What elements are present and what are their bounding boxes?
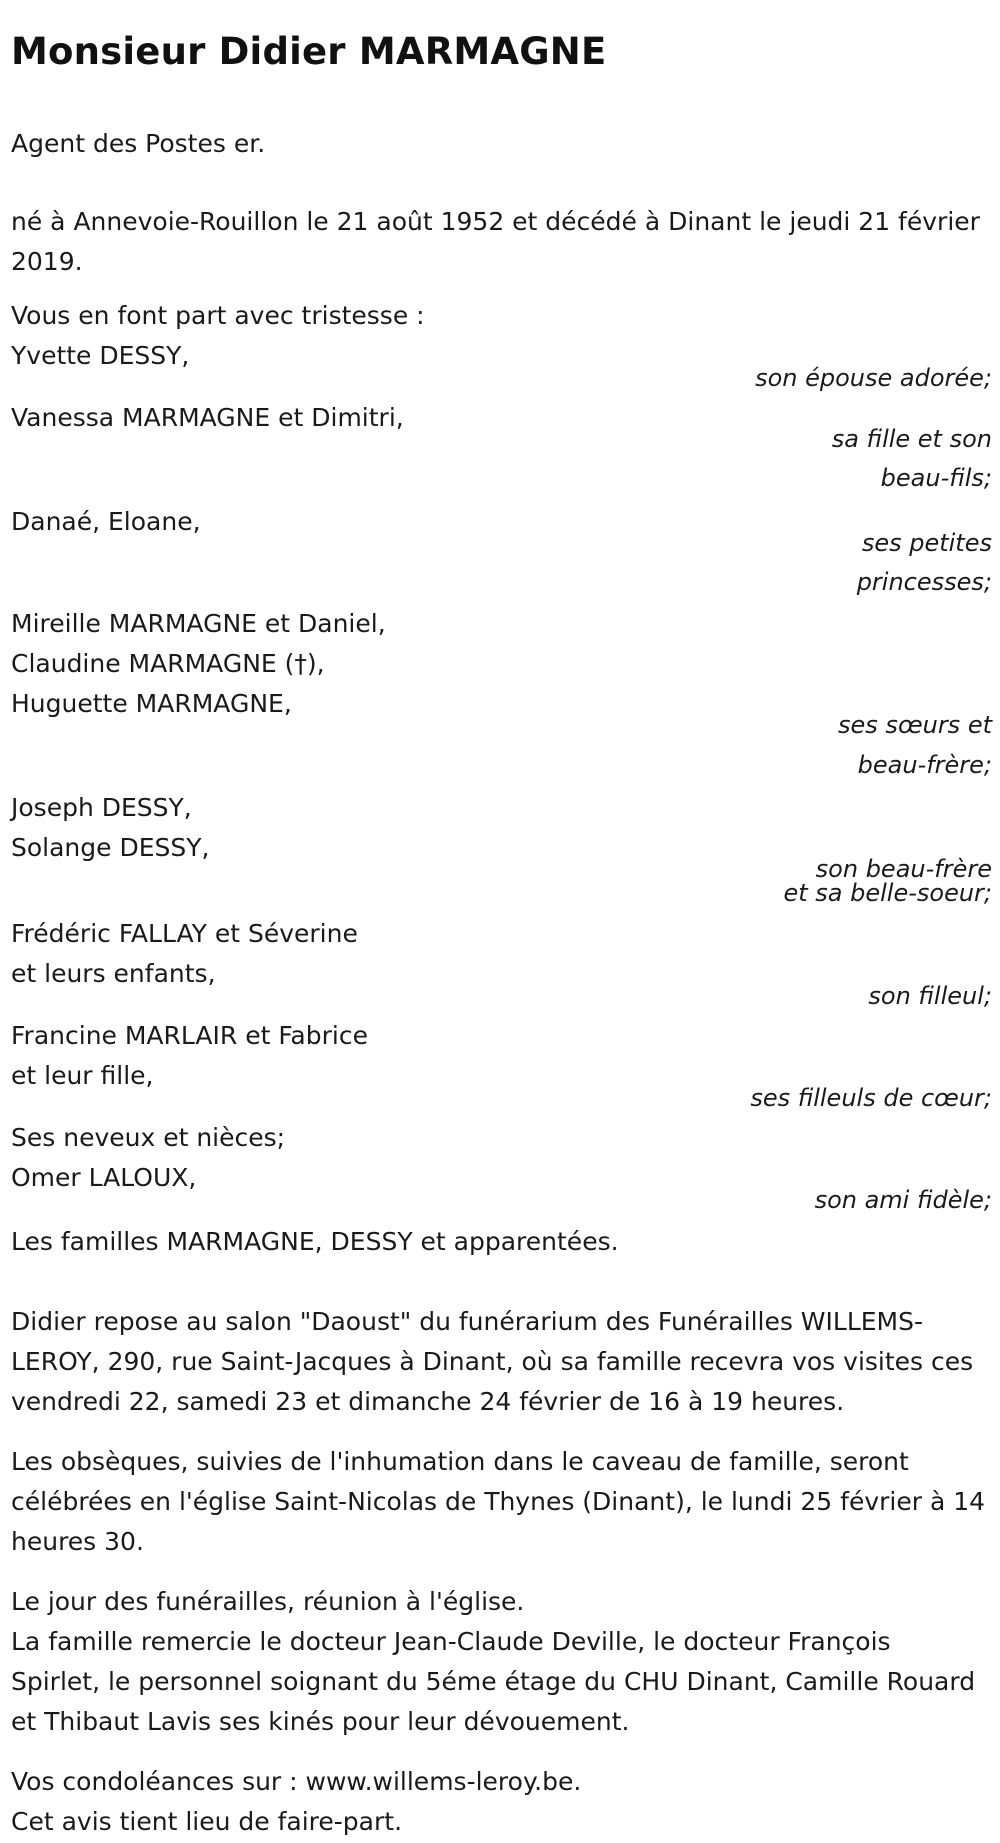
relationship-label: et sa belle-soeur;: [783, 879, 992, 907]
family-member-name: Huguette MARMAGNE,: [11, 689, 292, 718]
family-member-name: Vanessa MARMAGNE et Dimitri,: [11, 403, 404, 432]
remerciements-paragraph: La famille remercie le docteur Jean-Claude Deville, le docteur François Spirlet, le personnel soignant du 5éme étage du CHU Dinant, Camille Rouard et Thibaut Lavis ses kinés pour leur dévouement.: [11, 1627, 976, 1736]
family-member-name: Danaé, Eloane,: [11, 507, 201, 536]
relationship-label: son beau-frère: [815, 855, 992, 883]
families-line: Les familles MARMAGNE, DESSY et apparentées.: [11, 1227, 619, 1256]
obseques-paragraph: Les obsèques, suivies de l'inhumation dans le caveau de famille, seront célébrées en l'église Saint-Nicolas de Thynes (Dinant), le lundi 25 février à 14 heures 30.: [11, 1447, 986, 1556]
faire-part-line: Cet avis tient lieu de faire-part.: [11, 1807, 403, 1836]
relationship-label: ses sœurs et: [838, 711, 992, 739]
relationship-label: son épouse adorée;: [755, 364, 992, 392]
family-member-name: et leurs enfants,: [11, 959, 216, 988]
birth-death-text: né à Annevoie-Rouillon le 21 août 1952 et décédé à Dinant le jeudi 21 février 2019.: [11, 207, 980, 276]
family-member-name: Frédéric FALLAY et Séverine: [11, 919, 358, 948]
reunion-paragraph: Le jour des funérailles, réunion à l'église.: [11, 1587, 525, 1616]
relationship-label: son filleul;: [868, 982, 992, 1010]
relationship-label: beau-frère;: [857, 751, 992, 779]
family-member-name: Ses neveux et nièces;: [11, 1123, 286, 1152]
relationship-label: ses petites: [861, 529, 992, 557]
relationship-label: sa fille et son: [831, 425, 992, 453]
family-member-name: Francine MARLAIR et Fabrice: [11, 1021, 368, 1050]
family-member-name: et leur fille,: [11, 1061, 154, 1090]
relationship-label: ses filleuls de cœur;: [750, 1084, 992, 1112]
intro-text: Vous en font part avec tristesse :: [11, 301, 425, 330]
relationship-label: princesses;: [856, 568, 992, 596]
family-member-name: Mireille MARMAGNE et Daniel,: [11, 609, 386, 638]
family-member-name: Joseph DESSY,: [11, 793, 192, 822]
page-title: Monsieur Didier MARMAGNE: [11, 30, 607, 73]
condoleances-line: Vos condoléances sur : www.willems-leroy.be.: [11, 1767, 582, 1796]
family-member-name: Solange DESSY,: [11, 833, 210, 862]
relationship-label: beau-fils;: [880, 464, 992, 492]
profession: Agent des Postes er.: [11, 129, 266, 158]
family-member-name: Claudine MARMAGNE (†),: [11, 649, 325, 678]
family-member-name: Yvette DESSY,: [11, 341, 190, 370]
family-member-name: Omer LALOUX,: [11, 1163, 197, 1192]
repose-paragraph: Didier repose au salon "Daoust" du funérarium des Funérailles WILLEMS-LEROY, 290, rue Saint-Jacques à Dinant, où sa famille recevra vos visites ces vendredi 22, samedi 23 et dimanche 24 février de 16 à 19 heures.: [11, 1307, 974, 1416]
relationship-label: son ami fidèle;: [814, 1186, 992, 1214]
